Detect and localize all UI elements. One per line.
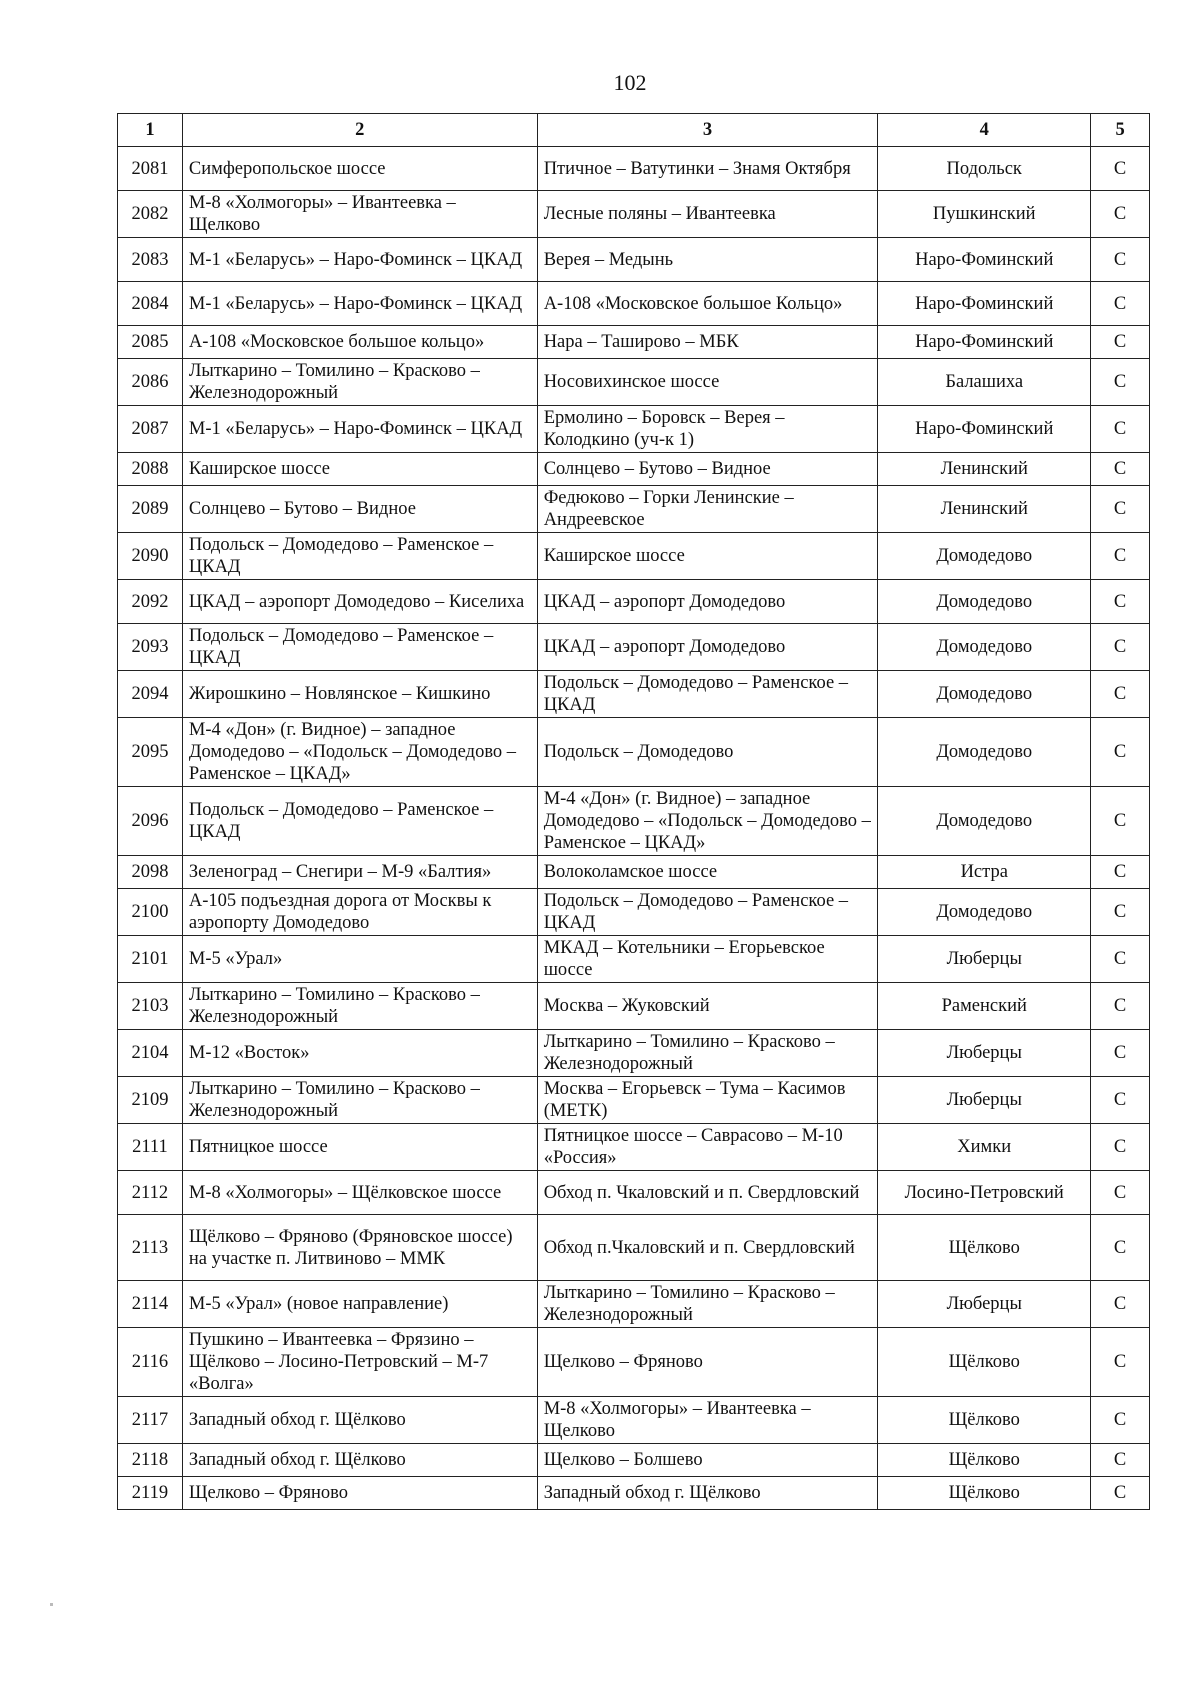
road-section-cell: Солнцево – Бутово – Видное (537, 453, 878, 486)
road-section-cell: Верея – Медынь (537, 238, 878, 282)
road-name-cell: Лыткарино – Томилино – Красково – Железнодорожный (182, 359, 537, 406)
district-cell: Наро-Фоминский (878, 238, 1091, 282)
row-number-cell: 2081 (118, 147, 183, 191)
row-number-cell: 2096 (118, 787, 183, 856)
category-cell: С (1091, 856, 1150, 889)
district-cell: Домодедово (878, 671, 1091, 718)
road-name-cell: М-1 «Беларусь» – Наро-Фоминск – ЦКАД (182, 282, 537, 326)
table-row (118, 671, 1150, 718)
column-header: 5 (1091, 114, 1150, 147)
table-row (118, 533, 1150, 580)
road-section-cell: М-8 «Холмогоры» – Ивантеевка – Щелково (537, 1397, 878, 1444)
table-row (118, 1477, 1150, 1510)
category-cell: С (1091, 326, 1150, 359)
row-number-cell: 2109 (118, 1077, 183, 1124)
category-cell: С (1091, 671, 1150, 718)
district-cell: Щёлково (878, 1397, 1091, 1444)
road-section-cell: Обход п. Чкаловский и п. Свердловский (537, 1171, 878, 1215)
road-section-cell: Щелково – Болшево (537, 1444, 878, 1477)
table-row (118, 326, 1150, 359)
category-cell: С (1091, 1215, 1150, 1281)
district-cell: Домодедово (878, 787, 1091, 856)
road-section-cell: Ермолино – Боровск – Верея – Колодкино (уч-к 1) (537, 406, 878, 453)
page-number: 102 (613, 70, 647, 95)
category-cell: С (1091, 889, 1150, 936)
row-number-cell: 2098 (118, 856, 183, 889)
road-name-cell: М-4 «Дон» (г. Видное) – западное Домодедово – «Подольск – Домодедово – Раменское – ЦКАД» (182, 718, 537, 787)
district-cell: Наро-Фоминский (878, 282, 1091, 326)
roads-table (117, 113, 1150, 1510)
district-cell: Балашиха (878, 359, 1091, 406)
column-header: 3 (537, 114, 878, 147)
table-row (118, 1215, 1150, 1281)
category-cell: С (1091, 1077, 1150, 1124)
road-name-cell: Подольск – Домодедово – Раменское – ЦКАД (182, 787, 537, 856)
road-name-cell: Западный обход г. Щёлково (182, 1397, 537, 1444)
table-row (118, 282, 1150, 326)
table-row (118, 1328, 1150, 1397)
road-name-cell: М-1 «Беларусь» – Наро-Фоминск – ЦКАД (182, 406, 537, 453)
district-cell: Щёлково (878, 1477, 1091, 1510)
category-cell: С (1091, 1281, 1150, 1328)
road-name-cell: Подольск – Домодедово – Раменское – ЦКАД (182, 624, 537, 671)
table-row (118, 191, 1150, 238)
road-name-cell: Зеленоград – Снегири – М-9 «Балтия» (182, 856, 537, 889)
table-row (118, 406, 1150, 453)
road-section-cell: Щелково – Фряново (537, 1328, 878, 1397)
district-cell: Подольск (878, 147, 1091, 191)
road-name-cell: М-8 «Холмогоры» – Щёлковское шоссе (182, 1171, 537, 1215)
road-section-cell: Федюково – Горки Ленинские – Андреевское (537, 486, 878, 533)
district-cell: Люберцы (878, 936, 1091, 983)
district-cell: Щёлково (878, 1215, 1091, 1281)
category-cell: С (1091, 1477, 1150, 1510)
column-header: 4 (878, 114, 1091, 147)
table-row (118, 983, 1150, 1030)
road-name-cell: М-8 «Холмогоры» – Ивантеевка – Щелково (182, 191, 537, 238)
category-cell: С (1091, 147, 1150, 191)
category-cell: С (1091, 1171, 1150, 1215)
row-number-cell: 2090 (118, 533, 183, 580)
category-cell: С (1091, 1328, 1150, 1397)
district-cell: Щёлково (878, 1444, 1091, 1477)
road-name-cell: Западный обход г. Щёлково (182, 1444, 537, 1477)
road-name-cell: М-5 «Урал» (новое направление) (182, 1281, 537, 1328)
table-row (118, 856, 1150, 889)
road-section-cell: МКАД – Котельники – Егорьевское шоссе (537, 936, 878, 983)
road-name-cell: Лыткарино – Томилино – Красково – Железнодорожный (182, 1077, 537, 1124)
district-cell: Домодедово (878, 889, 1091, 936)
category-cell: С (1091, 1397, 1150, 1444)
row-number-cell: 2103 (118, 983, 183, 1030)
table-row (118, 147, 1150, 191)
row-number-cell: 2094 (118, 671, 183, 718)
district-cell: Люберцы (878, 1281, 1091, 1328)
road-section-cell: ЦКАД – аэропорт Домодедово (537, 580, 878, 624)
road-section-cell: Москва – Жуковский (537, 983, 878, 1030)
scan-speck (50, 1603, 53, 1606)
table-row (118, 486, 1150, 533)
road-name-cell: Щёлково – Фряново (Фряновское шоссе) на участке п. Литвиново – ММК (182, 1215, 537, 1281)
road-section-cell: Лыткарино – Томилино – Красково – Железнодорожный (537, 1030, 878, 1077)
row-number-cell: 2095 (118, 718, 183, 787)
district-cell: Домодедово (878, 718, 1091, 787)
category-cell: С (1091, 406, 1150, 453)
road-name-cell: Симферопольское шоссе (182, 147, 537, 191)
table-row (118, 1171, 1150, 1215)
category-cell: С (1091, 191, 1150, 238)
road-name-cell: Щелково – Фряново (182, 1477, 537, 1510)
table-row (118, 1444, 1150, 1477)
row-number-cell: 2111 (118, 1124, 183, 1171)
road-name-cell: А-108 «Московское большое кольцо» (182, 326, 537, 359)
table-row (118, 238, 1150, 282)
road-name-cell: Пушкино – Ивантеевка – Фрязино – Щёлково – Лосино-Петровский – М-7 «Волга» (182, 1328, 537, 1397)
road-section-cell: Подольск – Домодедово (537, 718, 878, 787)
district-cell: Домодедово (878, 533, 1091, 580)
table-row (118, 1030, 1150, 1077)
district-cell: Химки (878, 1124, 1091, 1171)
category-cell: С (1091, 983, 1150, 1030)
row-number-cell: 2116 (118, 1328, 183, 1397)
category-cell: С (1091, 1444, 1150, 1477)
road-name-cell: М-5 «Урал» (182, 936, 537, 983)
category-cell: С (1091, 787, 1150, 856)
table-row (118, 624, 1150, 671)
road-section-cell: Носовихинское шоссе (537, 359, 878, 406)
row-number-cell: 2086 (118, 359, 183, 406)
category-cell: С (1091, 359, 1150, 406)
road-name-cell: М-1 «Беларусь» – Наро-Фоминск – ЦКАД (182, 238, 537, 282)
row-number-cell: 2084 (118, 282, 183, 326)
row-number-cell: 2089 (118, 486, 183, 533)
category-cell: С (1091, 282, 1150, 326)
road-section-cell: Пятницкое шоссе – Саврасово – М-10 «Россия» (537, 1124, 878, 1171)
row-number-cell: 2101 (118, 936, 183, 983)
road-section-cell: М-4 «Дон» (г. Видное) – западное Домодедово – «Подольск – Домодедово – Раменское – ЦКАД» (537, 787, 878, 856)
row-number-cell: 2114 (118, 1281, 183, 1328)
category-cell: С (1091, 624, 1150, 671)
road-section-cell: Западный обход г. Щёлково (537, 1477, 878, 1510)
table-row (118, 1397, 1150, 1444)
district-cell: Ленинский (878, 453, 1091, 486)
road-section-cell: Подольск – Домодедово – Раменское – ЦКАД (537, 671, 878, 718)
category-cell: С (1091, 718, 1150, 787)
category-cell: С (1091, 580, 1150, 624)
row-number-cell: 2100 (118, 889, 183, 936)
table-row (118, 1077, 1150, 1124)
road-name-cell: Подольск – Домодедово – Раменское – ЦКАД (182, 533, 537, 580)
road-name-cell: ЦКАД – аэропорт Домодедово – Киселиха (182, 580, 537, 624)
table-row (118, 889, 1150, 936)
table-row (118, 787, 1150, 856)
district-cell: Домодедово (878, 624, 1091, 671)
row-number-cell: 2112 (118, 1171, 183, 1215)
column-header: 2 (182, 114, 537, 147)
road-name-cell: Солнцево – Бутово – Видное (182, 486, 537, 533)
road-section-cell: Подольск – Домодедово – Раменское – ЦКАД (537, 889, 878, 936)
road-section-cell: Лыткарино – Томилино – Красково – Железнодорожный (537, 1281, 878, 1328)
row-number-cell: 2083 (118, 238, 183, 282)
category-cell: С (1091, 533, 1150, 580)
district-cell: Ленинский (878, 486, 1091, 533)
row-number-cell: 2088 (118, 453, 183, 486)
row-number-cell: 2119 (118, 1477, 183, 1510)
district-cell: Люберцы (878, 1077, 1091, 1124)
district-cell: Истра (878, 856, 1091, 889)
table-header-row (118, 114, 1150, 147)
row-number-cell: 2082 (118, 191, 183, 238)
road-section-cell: А-108 «Московское большое Кольцо» (537, 282, 878, 326)
row-number-cell: 2104 (118, 1030, 183, 1077)
row-number-cell: 2118 (118, 1444, 183, 1477)
table-row (118, 718, 1150, 787)
road-name-cell: Пятницкое шоссе (182, 1124, 537, 1171)
category-cell: С (1091, 1124, 1150, 1171)
road-name-cell: Жирошкино – Новлянское – Кишкино (182, 671, 537, 718)
road-section-cell: Москва – Егорьевск – Тума – Касимов (МЕТК) (537, 1077, 878, 1124)
district-cell: Раменский (878, 983, 1091, 1030)
district-cell: Лосино-Петровский (878, 1171, 1091, 1215)
road-name-cell: Лыткарино – Томилино – Красково – Железнодорожный (182, 983, 537, 1030)
category-cell: С (1091, 486, 1150, 533)
category-cell: С (1091, 453, 1150, 486)
road-section-cell: ЦКАД – аэропорт Домодедово (537, 624, 878, 671)
district-cell: Наро-Фоминский (878, 406, 1091, 453)
road-section-cell: Обход п.Чкаловский и п. Свердловский (537, 1215, 878, 1281)
road-section-cell: Птичное – Ватутинки – Знамя Октября (537, 147, 878, 191)
category-cell: С (1091, 936, 1150, 983)
road-section-cell: Нара – Таширово – МБК (537, 326, 878, 359)
district-cell: Домодедово (878, 580, 1091, 624)
district-cell: Наро-Фоминский (878, 326, 1091, 359)
row-number-cell: 2113 (118, 1215, 183, 1281)
table-row (118, 1124, 1150, 1171)
category-cell: С (1091, 1030, 1150, 1077)
district-cell: Щёлково (878, 1328, 1091, 1397)
table-row (118, 580, 1150, 624)
district-cell: Пушкинский (878, 191, 1091, 238)
row-number-cell: 2092 (118, 580, 183, 624)
road-name-cell: Каширское шоссе (182, 453, 537, 486)
table-body (118, 147, 1150, 1510)
road-section-cell: Лесные поляны – Ивантеевка (537, 191, 878, 238)
table-row (118, 1281, 1150, 1328)
row-number-cell: 2085 (118, 326, 183, 359)
table-row (118, 453, 1150, 486)
road-name-cell: А-105 подъездная дорога от Москвы к аэропорту Домодедово (182, 889, 537, 936)
district-cell: Люберцы (878, 1030, 1091, 1077)
column-header: 1 (118, 114, 183, 147)
table-row (118, 359, 1150, 406)
road-name-cell: М-12 «Восток» (182, 1030, 537, 1077)
road-section-cell: Волоколамское шоссе (537, 856, 878, 889)
row-number-cell: 2087 (118, 406, 183, 453)
road-section-cell: Каширское шоссе (537, 533, 878, 580)
row-number-cell: 2117 (118, 1397, 183, 1444)
row-number-cell: 2093 (118, 624, 183, 671)
table-row (118, 936, 1150, 983)
category-cell: С (1091, 238, 1150, 282)
